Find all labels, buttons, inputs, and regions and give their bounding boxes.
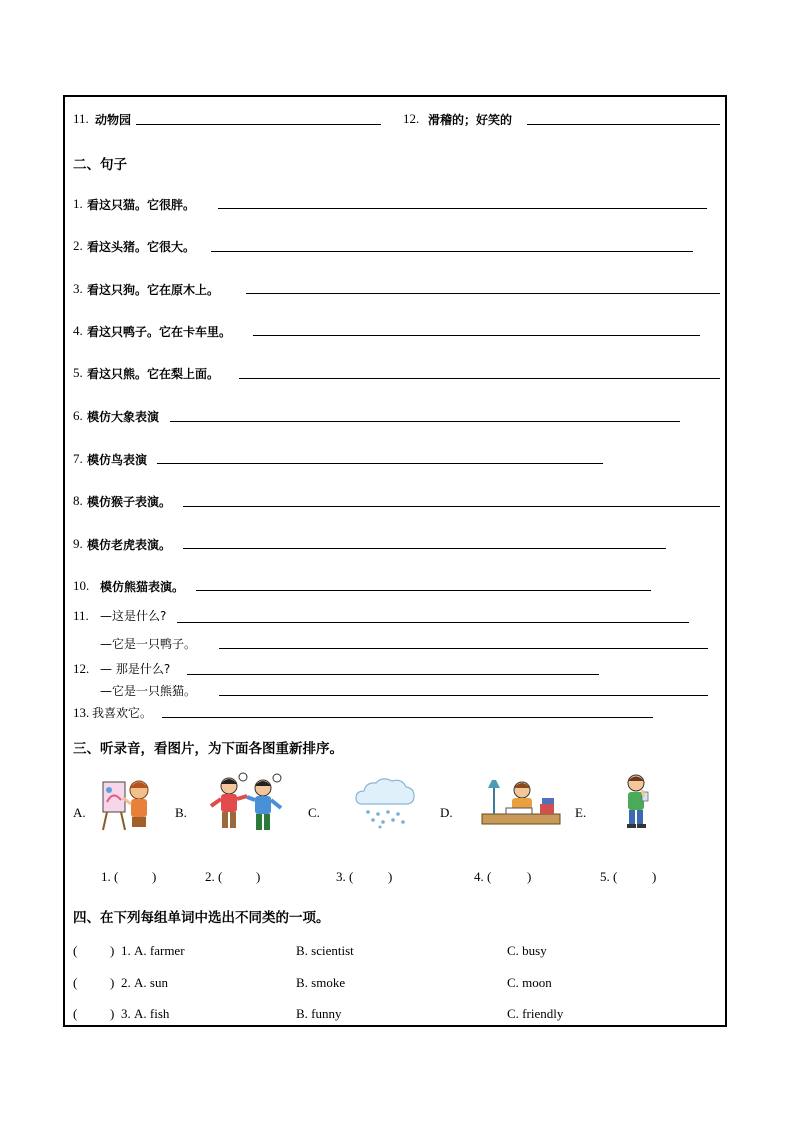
word-row-2-close-paren: ) (110, 975, 115, 990)
dialog-11-question-line[interactable] (177, 622, 689, 623)
word-row-3-option-b: B. funny (296, 1006, 342, 1021)
dialog-12-question: — 那是什么? (100, 662, 171, 676)
word-row-1-close-paren: ) (110, 943, 115, 958)
picture-e-letter: E. (575, 805, 587, 820)
sentence-8-text: 模仿猴子表演。 (87, 495, 172, 509)
picture-a-letter: A. (73, 805, 86, 820)
sentence-1-text: 看这只猫。它很胖。 (87, 198, 196, 212)
vocab-11-number: 11. (73, 111, 89, 126)
order-blank-4[interactable]: 4. ( (474, 869, 492, 884)
sentence-2-answer-line[interactable] (211, 251, 693, 252)
sentence-3-number: 3. (73, 281, 83, 296)
sentence-5-number: 5. (73, 365, 83, 380)
word-row-3-open-paren[interactable]: ( (73, 1006, 78, 1021)
sentence-2-number: 2. (73, 238, 83, 253)
word-row-1-number: 1. (121, 943, 131, 958)
section-2-title: 二、句子 (73, 157, 127, 173)
order-blank-3-close: ) (388, 869, 393, 884)
sentence-7-number: 7. (73, 451, 83, 466)
word-row-3-number: 3. (121, 1006, 131, 1021)
picture-d-letter: D. (440, 805, 453, 820)
sentence-6-number: 6. (73, 408, 83, 423)
dialog-12-question-line[interactable] (187, 674, 599, 675)
section-3-title: 三、听录音，看图片，为下面各图重新排序。 (73, 741, 343, 757)
sentence-4-answer-line[interactable] (253, 335, 700, 336)
worksheet-frame (63, 95, 727, 1027)
sentence-4-text: 看这只鸭子。它在卡车里。 (87, 325, 232, 339)
dialog-12-answer: —它是一只熊猫。 (100, 684, 197, 698)
sentence-10-number: 10. (73, 578, 90, 593)
dialog-12-number: 12. (73, 661, 90, 676)
sentence-6-answer-line[interactable] (170, 421, 680, 422)
child-painting-icon (95, 772, 157, 834)
two-boys-icon (207, 772, 287, 836)
word-row-1-option-b: B. scientist (296, 943, 354, 958)
order-blank-3[interactable]: 3. ( (336, 869, 354, 884)
snow-cloud-icon (352, 774, 418, 830)
word-row-3-option-a: A. fish (134, 1006, 170, 1021)
vocab-12-text: 滑稽的；好笑的 (428, 113, 513, 127)
sentence-9-text: 模仿老虎表演。 (87, 538, 172, 552)
vocab-12-answer-line[interactable] (527, 124, 720, 125)
dialog-11-answer-line[interactable] (219, 648, 708, 649)
word-row-3-close-paren: ) (110, 1006, 115, 1021)
sentence-13-answer-line[interactable] (162, 717, 653, 718)
dialog-11-question: —这是什么? (100, 609, 167, 623)
sentence-3-answer-line[interactable] (246, 293, 720, 294)
sentence-2-text: 看这头猪。它很大。 (87, 240, 196, 254)
sentence-10-answer-line[interactable] (196, 590, 651, 591)
word-row-1-option-a: A. farmer (134, 943, 185, 958)
sentence-5-answer-line[interactable] (239, 378, 720, 379)
order-blank-2-close: ) (256, 869, 261, 884)
sentence-6-text: 模仿大象表演 (87, 410, 160, 424)
word-row-2-number: 2. (121, 975, 131, 990)
word-row-1-option-c: C. busy (507, 943, 547, 958)
sentence-8-number: 8. (73, 493, 83, 508)
vocab-12-number: 12. (403, 111, 420, 126)
word-row-2-option-b: B. smoke (296, 975, 346, 990)
sentence-1-number: 1. (73, 196, 83, 211)
picture-b-letter: B. (175, 805, 187, 820)
sentence-9-answer-line[interactable] (183, 548, 666, 549)
sentence-13-text: 我喜欢它。 (92, 706, 153, 720)
order-blank-2[interactable]: 2. ( (205, 869, 223, 884)
sentence-5-text: 看这只熊。它在梨上面。 (87, 367, 220, 381)
word-row-2-open-paren[interactable]: ( (73, 975, 78, 990)
word-row-2-option-c: C. moon (507, 975, 552, 990)
sentence-13-number: 13. (73, 705, 90, 720)
sentence-7-answer-line[interactable] (157, 463, 603, 464)
sentence-9-number: 9. (73, 536, 83, 551)
sentence-8-answer-line[interactable] (183, 506, 720, 507)
word-row-2-option-a: A. sun (134, 975, 168, 990)
order-blank-5-close: ) (652, 869, 657, 884)
order-blank-5[interactable]: 5. ( (600, 869, 618, 884)
order-blank-4-close: ) (527, 869, 532, 884)
section-4-title: 四、在下列每组单词中选出不同类的一项。 (73, 910, 330, 926)
word-row-1-open-paren[interactable]: ( (73, 943, 78, 958)
sentence-3-text: 看这只狗。它在原木上。 (87, 283, 220, 297)
sentence-10-text: 模仿熊猫表演。 (100, 580, 185, 594)
order-blank-1[interactable]: 1. ( (101, 869, 119, 884)
vocab-11-text: 动物园 (95, 113, 132, 127)
word-row-3-option-c: C. friendly (507, 1006, 564, 1021)
boy-drinking-icon (616, 772, 660, 832)
sentence-4-number: 4. (73, 323, 83, 338)
dialog-12-answer-line[interactable] (219, 695, 708, 696)
sentence-7-text: 模仿鸟表演 (87, 453, 148, 467)
vocab-11-answer-line[interactable] (136, 124, 381, 125)
picture-c-letter: C. (308, 805, 320, 820)
sentence-1-answer-line[interactable] (218, 208, 707, 209)
boy-studying-icon (480, 774, 562, 830)
dialog-11-answer: —它是一只鸭子。 (100, 637, 197, 651)
dialog-11-number: 11. (73, 608, 89, 623)
order-blank-1-close: ) (152, 869, 157, 884)
